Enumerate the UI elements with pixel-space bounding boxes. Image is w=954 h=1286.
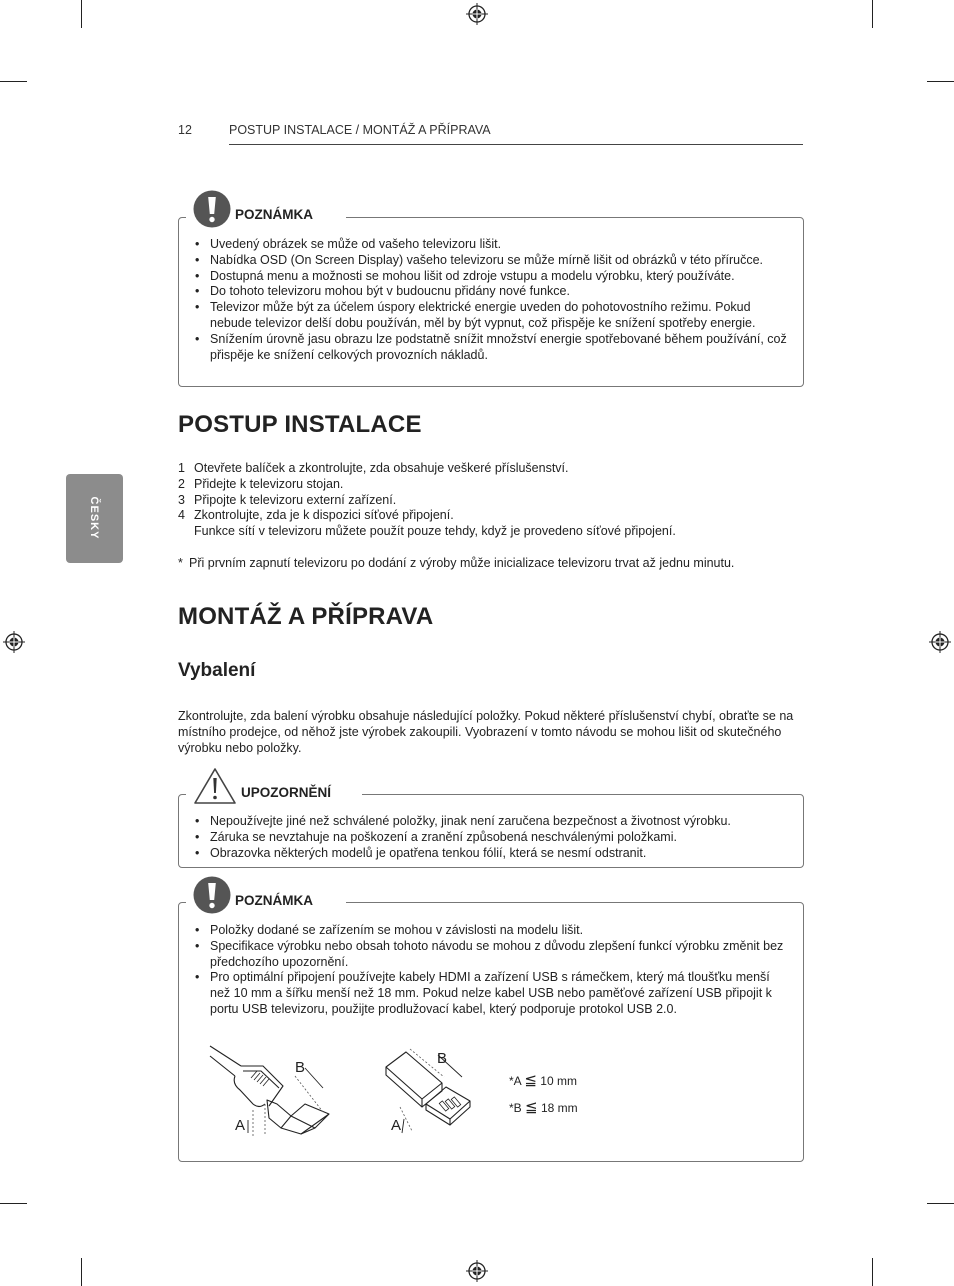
- crop-mark: [0, 81, 27, 82]
- language-tab: [66, 474, 123, 563]
- crop-mark: [81, 1258, 82, 1286]
- caution-box: [178, 794, 804, 868]
- hdmi-cable-illustration: [205, 1038, 340, 1141]
- note-exclamation-icon: [193, 190, 231, 228]
- spec-b-value: 18 mm: [540, 1101, 578, 1115]
- step-text: Otevřete balíček a zkontrolujte, zda obsahuje veškeré příslušenství.: [194, 461, 569, 475]
- header-rule: [229, 144, 803, 145]
- diagram-label-b: B: [295, 1059, 306, 1076]
- step-detail: Funkce sítí v televizoru můžete použít pouze tehdy, když je provedeno síťové připojení.: [194, 524, 676, 539]
- list-item: • Položky dodané se zařízením se mohou v závislosti na modelu lišit.: [193, 923, 793, 939]
- footnote-mark: *: [178, 556, 183, 570]
- section-title-assembly: MONTÁŽ A PŘÍPRAVA: [178, 603, 434, 630]
- list-item: • Pro optimální připojení používejte kabely HDMI a zařízení USB s rámečkem, který má tloušťku menší než 10 mm a šířku menší než 18 mm. Pokud nelze kabel USB nebo paměťové zařízení USB připojit k portu USB televizoru, použijte prodlužovací kabel, který podporuje protokol USB 2.0.: [193, 970, 793, 1017]
- list-item: • Obrazovka některých modelů je opatřena tenkou fólií, která se nesmí odstranit.: [193, 846, 793, 862]
- diagram-label-a: A: [391, 1117, 402, 1134]
- list-item: • Snížením úrovně jasu obrazu lze podstatně snížit množství energie spotřebované během používání, což přispěje ke snížení celkových provozních nákladů.: [193, 332, 793, 364]
- step-text: Přidejte k televizoru stojan.: [194, 476, 344, 491]
- crop-mark: [81, 0, 82, 28]
- note-list: [193, 923, 793, 1018]
- step-item: [178, 461, 798, 477]
- list-item: • Specifikace výrobku nebo obsah tohoto návodu se mohou z důvodu zlepšení funkcí výrobku změnit bez předchozího upozornění.: [193, 939, 793, 971]
- list-item: • Dostupná menu a možnosti se mohou lišit od zdroje vstupu a modelu výrobku, který používáte.: [193, 269, 793, 285]
- page-number: 12: [178, 123, 192, 137]
- registration-mark-icon: [3, 631, 25, 653]
- note-list: [193, 237, 793, 363]
- registration-mark-icon: [466, 3, 488, 25]
- crop-mark: [872, 1258, 873, 1286]
- note-label: POZNÁMKA: [235, 207, 313, 222]
- unpacking-intro: Zkontrolujte, zda balení výrobku obsahuje následující položky. Pokud některé příslušenství chybí, obraťte se na místního prodejce, od něhož jste výrobek zakoupili. Vyobrazení v tomto návodu se mohou lišit od skutečného výrobku nebo položky.: [178, 709, 794, 755]
- language-tab-label: ČESKY: [88, 496, 100, 540]
- step-number: 3: [178, 492, 185, 507]
- caution-label: UPOZORNĚNÍ: [241, 785, 332, 800]
- step-item: [178, 493, 798, 509]
- running-header: POSTUP INSTALACE / MONTÁŽ A PŘÍPRAVA: [229, 123, 491, 137]
- step-item: [178, 477, 798, 493]
- step-text: Připojte k televizoru externí zařízení.: [194, 492, 397, 507]
- spec-a: [509, 1071, 577, 1089]
- list-item: • Uvedený obrázek se může od vašeho televizoru lišit.: [193, 237, 793, 253]
- caution-warning-icon: [193, 767, 237, 805]
- crop-mark: [872, 0, 873, 28]
- step-text: Zkontrolujte, zda je k dispozici síťové připojení.: [194, 508, 454, 523]
- caution-list: [193, 814, 793, 861]
- spec-a-prefix: *A: [509, 1074, 522, 1088]
- registration-mark-icon: [929, 631, 951, 653]
- step-number: 1: [178, 461, 185, 475]
- subsection-title-unpacking: Vybalení: [178, 660, 256, 681]
- list-item: • Záruka se nevztahuje na poškození a zranění způsobená neschválenými položkami.: [193, 830, 793, 846]
- crop-mark: [927, 81, 954, 82]
- step-number: 2: [178, 476, 185, 491]
- note-exclamation-icon: [193, 876, 231, 914]
- diagram-label-a: A: [235, 1117, 246, 1134]
- spec-b: [509, 1098, 578, 1116]
- leq-symbol: ≦: [525, 1099, 538, 1116]
- leq-symbol: ≦: [524, 1072, 537, 1089]
- spec-b-prefix: *B: [509, 1101, 522, 1115]
- diagram-label-b: B: [437, 1050, 448, 1067]
- install-steps: [178, 461, 798, 540]
- section-title-install: POSTUP INSTALACE: [178, 411, 422, 438]
- footnote: Při prvním zapnutí televizoru po dodání z výroby může inicializace televizoru trvat až jednu minutu.: [189, 556, 735, 570]
- crop-mark: [0, 1203, 27, 1204]
- step-item: [178, 508, 798, 524]
- list-item: • Televizor může být za účelem úspory elektrické energie uveden do pohotovostního režimu. Pokud nebude televizor delší dobu používán, měl by být vypnut, což přispěje ke snížení spotřeby energie.: [193, 300, 793, 332]
- list-item: • Nepoužívejte jiné než schválené položky, jinak není zaručena bezpečnost a životnost výrobku.: [193, 814, 793, 830]
- note-label: POZNÁMKA: [235, 893, 313, 908]
- list-item: • Do tohoto televizoru mohou být v budoucnu přidány nové funkce.: [193, 284, 793, 300]
- step-number: 4: [178, 508, 185, 523]
- list-item: • Nabídka OSD (On Screen Display) vašeho televizoru se může mírně lišit od obrázků v této příručce.: [193, 253, 793, 269]
- registration-mark-icon: [466, 1260, 488, 1282]
- crop-mark: [927, 1203, 954, 1204]
- spec-a-value: 10 mm: [540, 1074, 577, 1088]
- note-box: [178, 217, 804, 387]
